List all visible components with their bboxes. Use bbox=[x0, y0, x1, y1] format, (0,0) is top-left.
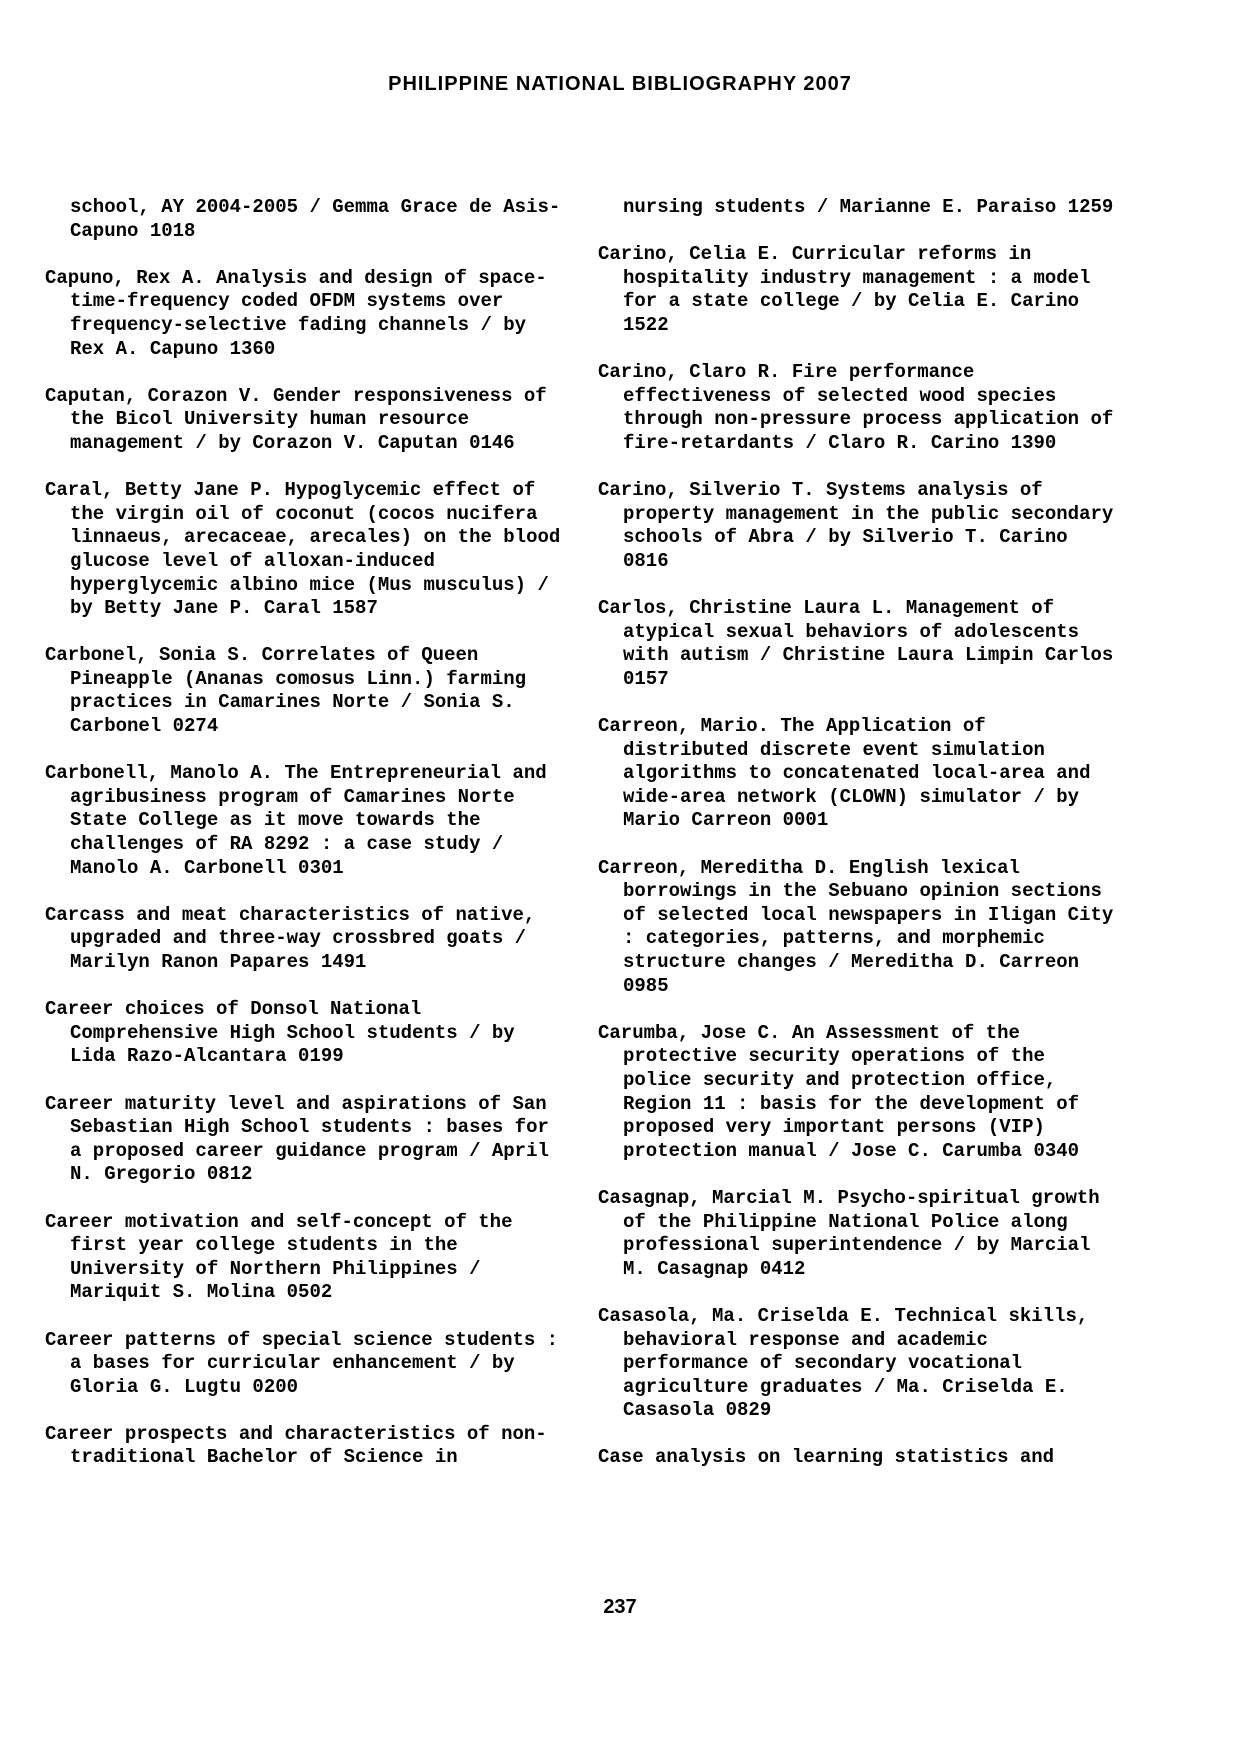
bibliography-entry: Carreon, Mereditha D. English lexical borrowings in the Sebuano opinion sections of selected local newspapers in Iligan City : categories, patterns, and morphemic structure changes / Mereditha D. Carreon 0985 bbox=[598, 856, 1114, 997]
bibliography-entry: Casagnap, Marcial M. Psycho-spiritual growth of the Philippine National Police along professional superintendence / by Marcial M. Casagnap 0412 bbox=[598, 1186, 1100, 1280]
bibliography-entry: Caputan, Corazon V. Gender responsiveness of the Bicol University human resource management / by Corazon V. Caputan 0146 bbox=[45, 384, 547, 454]
bibliography-entry: Carino, Claro R. Fire performance effectiveness of selected wood species through non-pressure process application of fire-retardants / Claro R. Carino 1390 bbox=[598, 361, 1114, 454]
left-column bbox=[45, 196, 565, 1494]
bibliography-entry: Casasola, Ma. Criselda E. Technical skills, behavioral response and academic performance of secondary vocational agriculture graduates / Ma. Criselda E. Casasola 0829 bbox=[598, 1304, 1089, 1422]
page-header: PHILIPPINE NATIONAL BIBLIOGRAPHY 2007 bbox=[388, 73, 852, 95]
bibliography-entry: Caral, Betty Jane P. Hypoglycemic effect of the virgin oil of coconut (cocos nucifera linnaeus, arecaceae, arecales) on the blood glucose level of alloxan-induced hyperglycemic albino mice (Mus musculus) / by Betty Jane P. Caral 1587 bbox=[45, 479, 561, 620]
right-column bbox=[598, 196, 1118, 1494]
bibliography-entry: Carbonell, Manolo A. The Entrepreneurial and agribusiness program of Camarines Norte State College as it move towards the challenges of RA 8292 : a case study / Manolo A. Carbonell 0301 bbox=[45, 762, 547, 879]
bibliography-entry: Carumba, Jose C. An Assessment of the protective security operations of the police security and protection office, Region 11 : basis for the development of proposed very important persons (VIP) protection manual / Jose C. Carumba 0340 bbox=[598, 1021, 1080, 1162]
bibliography-entry: Carlos, Christine Laura L. Management of atypical sexual behaviors of adolescents with autism / Christine Laura Limpin Carlos 0157 bbox=[598, 597, 1114, 690]
bibliography-entry: Carino, Celia E. Curricular reforms in hospitality industry management : a model for a state college / by Celia E. Carino 1522 bbox=[598, 243, 1091, 336]
bibliography-entry: Case analysis on learning statistics and bbox=[598, 1446, 1055, 1469]
bibliography-entry: Carreon, Mario. The Application of distributed discrete event simulation algorithms to concatenated local-area and wide-area network (CLOWN) simulator / by Mario Carreon 0001 bbox=[598, 715, 1091, 832]
bibliography-entry: Carino, Silverio T. Systems analysis of property management in the public secondary schools of Abra / by Silverio T. Carino 0816 bbox=[598, 479, 1114, 572]
bibliography-entry: Career maturity level and aspirations of San Sebastian High School students : bases for a proposed career guidance program / April N. Gregorio 0812 bbox=[45, 1092, 549, 1186]
page-number: 237 bbox=[603, 1596, 637, 1618]
bibliography-entry: Career choices of Donsol National Comprehensive High School students / by Lida Razo-Alcantara 0199 bbox=[45, 998, 515, 1068]
bibliography-entry: Career motivation and self-concept of the first year college students in the University of Northern Philippines / Mariquit S. Molina 0502 bbox=[45, 1210, 513, 1304]
bibliography-entry: Career patterns of special science students : a bases for curricular enhancement / by Gloria G. Lugtu 0200 bbox=[45, 1328, 559, 1398]
bibliography-entry: Carcass and meat characteristics of native, upgraded and three-way crossbred goats / Marilyn Ranon Papares 1491 bbox=[45, 903, 536, 973]
bibliography-entry: Career prospects and characteristics of non-traditional Bachelor of Science in bbox=[45, 1422, 547, 1469]
bibliography-entry: Capuno, Rex A. Analysis and design of space-time-frequency coded OFDM systems over frequency-selective fading channels / by Rex A. Capuno 1360 bbox=[45, 266, 547, 360]
bibliography-entry: nursing students / Marianne E. Paraiso 1259 bbox=[623, 196, 1114, 218]
bibliography-entry: school, AY 2004-2005 / Gemma Grace de Asis-Capuno 1018 bbox=[70, 196, 561, 242]
bibliography-entry: Carbonel, Sonia S. Correlates of Queen Pineapple (Ananas comosus Linn.) farming practices in Camarines Norte / Sonia S. Carbonel 0274 bbox=[45, 644, 527, 738]
